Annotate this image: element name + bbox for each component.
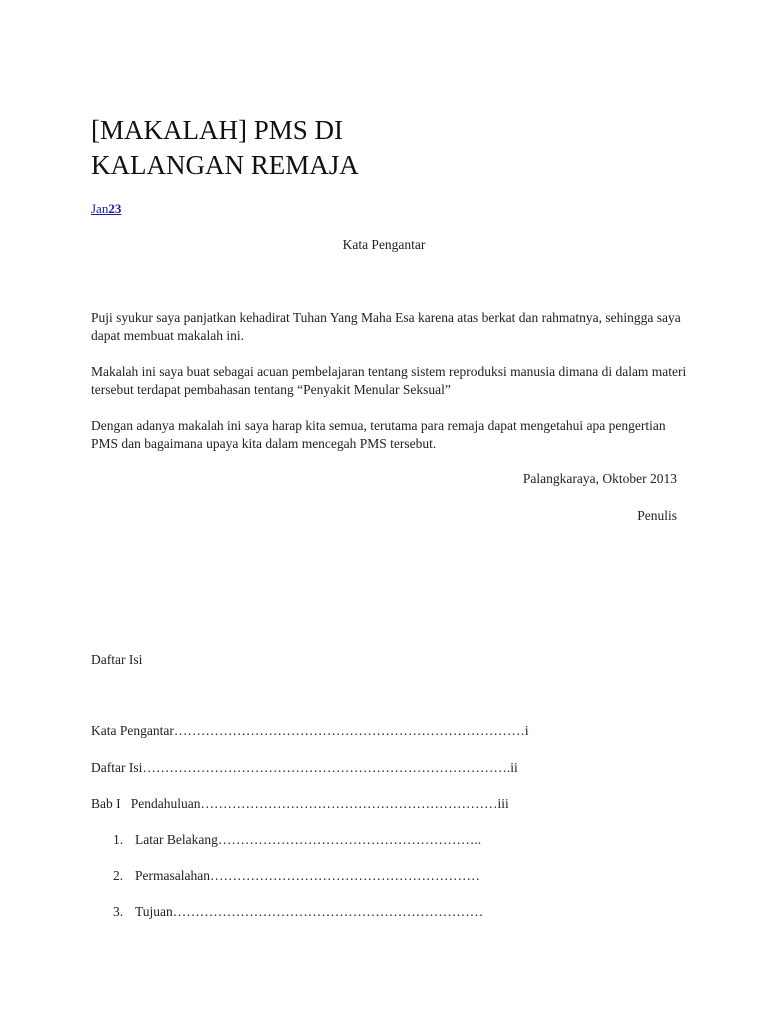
toc-item (91, 760, 518, 776)
title-line-1: [MAKALAH] PMS DI (91, 115, 344, 145)
document-title (91, 113, 691, 183)
toc-subitem-dots: …………………………………………………… (209, 868, 480, 883)
author: Penulis (637, 508, 677, 523)
toc-item-dots: …………………………………………………………………… (173, 723, 525, 738)
toc-item-label: Daftar Isi (91, 760, 143, 775)
toc-subitem-number: 1. (113, 832, 124, 847)
paragraph-3: Dengan adanya makalah ini saya harap kita semua, terutama para remaja dapat mengetahui apa pengertian PMS dan bagaimana upaya kita dalam mencegah PMS tersebut. (91, 418, 666, 451)
toc-item (91, 796, 509, 812)
toc-heading: Daftar Isi (91, 652, 143, 667)
toc-subitem-label: Permasalahan (135, 868, 210, 883)
toc-item-dots: ………………………………………………………………………. (142, 760, 511, 775)
preface-heading: Kata Pengantar (342, 237, 426, 252)
toc-subitem-label: Latar Belakang (135, 832, 218, 847)
toc-item (91, 723, 529, 739)
post-date (91, 201, 121, 217)
toc-subitem-number: 2. (113, 868, 124, 883)
place-date: Palangkaraya, Oktober 2013 (522, 471, 677, 486)
toc-subitem-number: 3. (113, 904, 124, 919)
toc-subitem-label: Tujuan (135, 904, 173, 919)
toc-item-label: Bab I Pendahuluan (91, 796, 201, 811)
toc-subitem (113, 868, 480, 884)
title-line-2: KALANGAN REMAJA (91, 150, 359, 180)
toc-item-label: Kata Pengantar (91, 723, 174, 738)
paragraph-2: Makalah ini saya buat sebagai acuan pembelajaran tentang sistem reproduksi manusia dimana di dalam materi tersebut terdapat pembahasan tentang “Penyakit Menular Seksual” (91, 364, 687, 397)
paragraph-1: Puji syukur saya panjatkan kehadirat Tuhan Yang Maha Esa karena atas berkat dan rahmatnya, sehingga saya dapat membuat makalah ini. (91, 310, 681, 343)
toc-item-page: iii (497, 796, 509, 811)
post-date-month-link[interactable]: Jan (91, 201, 109, 216)
toc-item-page: i (524, 723, 529, 738)
toc-subitem (113, 904, 483, 920)
toc-item-dots: ………………………………………………………… (200, 796, 498, 811)
post-date-day-link[interactable]: 23 (108, 201, 122, 216)
toc-subitem (113, 832, 481, 848)
toc-subitem-dots: …………………………………………………………… (172, 904, 484, 919)
toc-subitem-dots: ………………………………………………….. (217, 832, 482, 847)
toc-item-page: ii (510, 760, 518, 775)
